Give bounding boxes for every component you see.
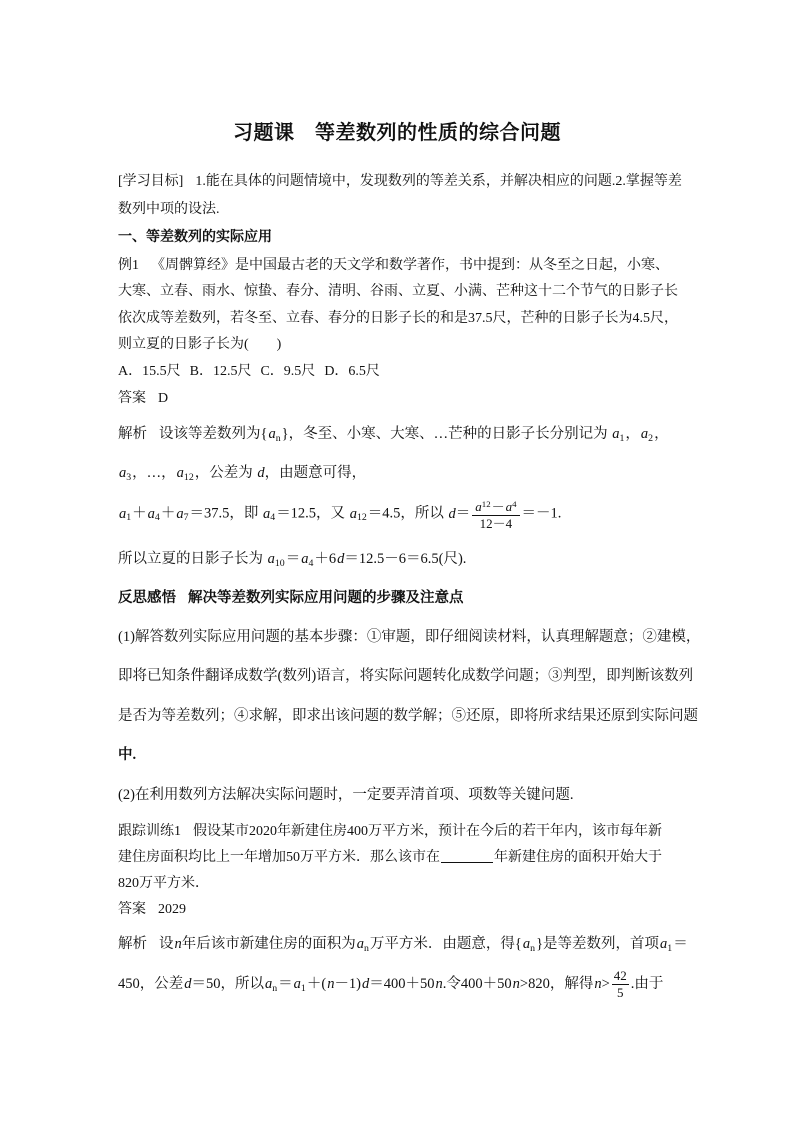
subscript: 4 — [270, 512, 276, 524]
page-title: 习题课 等差数列的性质的综合问题 — [233, 122, 561, 144]
text-run: ＝－1. — [521, 505, 562, 522]
text-run: ＝ — [455, 505, 471, 522]
text-run: 450，公差 — [118, 975, 184, 992]
analysis-math — [159, 426, 669, 442]
superscript: 4 — [512, 499, 517, 509]
math-variable: a — [505, 499, 513, 515]
text-run: ， — [625, 426, 640, 442]
text-run: ＋( — [306, 975, 327, 992]
text-run: ＝50，所以 — [191, 975, 264, 992]
math-variable: a — [267, 551, 275, 567]
option-d: D．6.5尺 — [324, 364, 380, 379]
text-run: ，公差为 — [194, 465, 257, 481]
superscript: 12 — [481, 499, 491, 509]
text-run: ＝400＋50 — [369, 975, 435, 992]
reflection-point1-line-2: 即将已知条件翻译成数学(数列)语言，将实际问题转化成数学问题；③判型，即判断该数列 — [118, 668, 694, 684]
text-run: 设 — [159, 936, 174, 952]
math-variable: a — [640, 426, 649, 442]
objectives-label: [学习目标] — [118, 174, 184, 189]
math-variable: a — [612, 426, 620, 442]
option-c: C．9.5尺 — [260, 364, 316, 379]
math-variable: a — [522, 936, 531, 952]
math-variable: d — [362, 975, 370, 992]
math-variable: d — [448, 505, 456, 522]
fraction-denominator — [612, 985, 629, 1001]
math-variable: a — [147, 505, 155, 522]
text-run: ＋6 — [314, 551, 337, 567]
analysis-math — [159, 936, 688, 952]
text-run: 万平方米．由题意，得{ — [369, 936, 522, 952]
objectives-text: 1.能在具体的问题情境中，发现数列的等差关系，并解决相应的问题.2.掌握等差 — [195, 174, 682, 189]
section-heading: 一、等差数列的实际应用 — [118, 230, 272, 245]
math-variable: n — [435, 975, 443, 992]
text-run: ，…， — [132, 465, 176, 481]
text-run: － — [491, 499, 505, 515]
example1-analysis-line-2 — [118, 463, 366, 488]
subscript: 4 — [308, 557, 314, 569]
example1-line-2: 大寒、立春、雨水、惊蛰、春分、清明、谷雨、立夏、小满、芒种这十二个节气的日影子长 — [118, 284, 678, 299]
example1-analysis-line-1 — [118, 424, 669, 449]
math-variable: n — [512, 975, 520, 992]
text-run: ＝ — [278, 975, 293, 992]
subscript: 3 — [126, 471, 132, 483]
math-variable: a — [356, 936, 364, 952]
subscript: 2 — [648, 432, 654, 444]
math-variable: a — [119, 505, 127, 522]
practice1-label: 跟踪训练1 — [118, 824, 181, 839]
example1-answer — [118, 389, 168, 409]
math-variable: a — [176, 465, 184, 481]
objectives-line-1 — [118, 172, 682, 192]
option-a: A．15.5尺 — [118, 364, 181, 379]
math-variable: a — [263, 505, 271, 522]
subscript: 1 — [300, 982, 306, 994]
text-run: .令400＋50 — [442, 975, 512, 992]
math-variable: d — [184, 975, 192, 992]
subscript: 7 — [183, 512, 189, 524]
subscript: 12 — [183, 471, 194, 483]
practice1-line-3: 820万平方米． — [118, 876, 209, 891]
text-run: 所以立夏的日影子长为 — [118, 551, 267, 567]
math-variable: a — [268, 426, 276, 442]
subscript: n — [364, 942, 369, 954]
example1-analysis-line-3 — [118, 496, 561, 532]
reflection-point1-line-3: 是否为等差数列；④求解，即求出该问题的数学解；⑤还原，即将所求结果还原到实际问题 — [118, 708, 698, 724]
example1-text: 《周髀算经》是中国最古老的天文学和数学著作，书中提到：从冬至之日起，小寒、 — [151, 258, 669, 273]
subscript: 1 — [667, 942, 673, 954]
math-variable: a — [293, 975, 301, 992]
practice1-text: 假设某市2020年新建住房400万平方米，预计在今后的若干年内，该市每年新 — [193, 824, 662, 839]
answer-blank — [441, 848, 493, 863]
analysis-label: 解析 — [118, 936, 147, 952]
text-run: 设该等差数列为{ — [159, 426, 268, 442]
practice1-analysis-line-1 — [118, 934, 688, 959]
analysis-label: 解析 — [118, 426, 147, 442]
math-variable: n — [594, 975, 602, 992]
fraction-denominator — [472, 516, 519, 532]
math-variable: a — [265, 975, 273, 992]
answer-value: D — [158, 391, 169, 406]
text-run: > — [601, 975, 610, 992]
subscript: 12 — [356, 512, 367, 524]
option-b: B．12.5尺 — [189, 364, 252, 379]
example1-line-3: 依次成等差数列，若冬至、立春、春分的日影子长的和是37.5尺，芒种的日影子长为4.5尺， — [118, 311, 678, 326]
subscript: n — [530, 942, 536, 954]
text-run: ＝ — [673, 936, 688, 952]
answer-label: 答案 — [118, 902, 146, 917]
reflection-title: 解决等差数列实际应用问题的步骤及注意点 — [188, 590, 464, 606]
example1-line-1 — [118, 256, 669, 276]
text-run: 42 — [613, 968, 627, 983]
example1-line-4: 则立夏的日影子长为( ) — [118, 337, 282, 352]
example1-analysis-line-4 — [118, 549, 466, 574]
math-variable: n — [174, 936, 182, 952]
objectives-line-2: 数列中项的设法. — [118, 202, 220, 217]
practice1-text-after-blank: 年新建住房的面积开始大于 — [494, 850, 662, 865]
example1-label: 例1 — [118, 258, 139, 273]
subscript: n — [272, 982, 278, 994]
text-run: }，冬至、小寒、大寒、…芒种的日影子长分别记为 — [281, 426, 612, 442]
text-run: ＋ — [160, 505, 176, 522]
fraction — [612, 968, 629, 1001]
fraction-numerator — [472, 496, 519, 516]
reflection-point1-line-4: 中. — [118, 747, 137, 763]
subscript: 10 — [274, 557, 285, 569]
reflection-point2: (2)在利用数列方法解决实际问题时，一定要弄清首项、项数等关键问题. — [118, 787, 574, 803]
math-variable: n — [327, 975, 335, 992]
text-run: }是等差数列，首项 — [536, 936, 660, 952]
text-run: ， — [654, 426, 669, 442]
text-run: 年后该市新建住房的面积为 — [181, 936, 356, 952]
text-run: >820，解得 — [519, 975, 594, 992]
practice1-analysis-line-2 — [118, 968, 663, 1001]
answer-value: 2029 — [158, 902, 186, 917]
text-run: ＋ — [132, 505, 147, 522]
text-run: ＝ — [285, 551, 301, 567]
subscript: 1 — [126, 512, 132, 524]
text-run: ＝12.5－6＝6.5(尺). — [344, 551, 467, 567]
text-run: ＝37.5，即 — [189, 505, 263, 522]
math-variable: a — [349, 505, 357, 522]
text-run: 12－4 — [479, 516, 513, 532]
text-run: ＝12.5，又 — [276, 505, 349, 522]
math-variable: d — [337, 551, 345, 567]
fraction-numerator — [612, 968, 629, 985]
math-variable: a — [475, 499, 482, 515]
practice1-text-before-blank: 建住房面积均比上一年增加50万平方米．那么该市在 — [118, 850, 440, 865]
text-run: 5 — [617, 985, 624, 1000]
subscript: n — [275, 432, 281, 444]
practice1-answer — [118, 900, 186, 920]
text-run: ＝4.5，所以 — [367, 505, 448, 522]
subscript: 1 — [619, 432, 625, 444]
text-run: ，由题意可得， — [264, 465, 367, 481]
fraction — [472, 496, 519, 532]
reflection-label: 反思感悟 — [118, 590, 176, 606]
reflection-point1-line-1: (1)解答数列实际应用问题的基本步骤：①审题，即仔细阅读材料，认真理解题意；②建模， — [118, 629, 701, 645]
reflection-heading — [118, 588, 464, 608]
practice1-line-1 — [118, 822, 662, 842]
math-variable: a — [301, 551, 309, 567]
math-variable: d — [257, 465, 265, 481]
subscript: 4 — [154, 512, 160, 524]
text-run: －1) — [334, 975, 362, 992]
example1-options — [118, 362, 389, 382]
practice1-line-2 — [118, 848, 662, 868]
math-variable: a — [176, 505, 184, 522]
math-variable: a — [660, 936, 668, 952]
text-run: .由于 — [630, 975, 664, 992]
answer-label: 答案 — [118, 391, 146, 406]
math-variable: a — [119, 465, 127, 481]
